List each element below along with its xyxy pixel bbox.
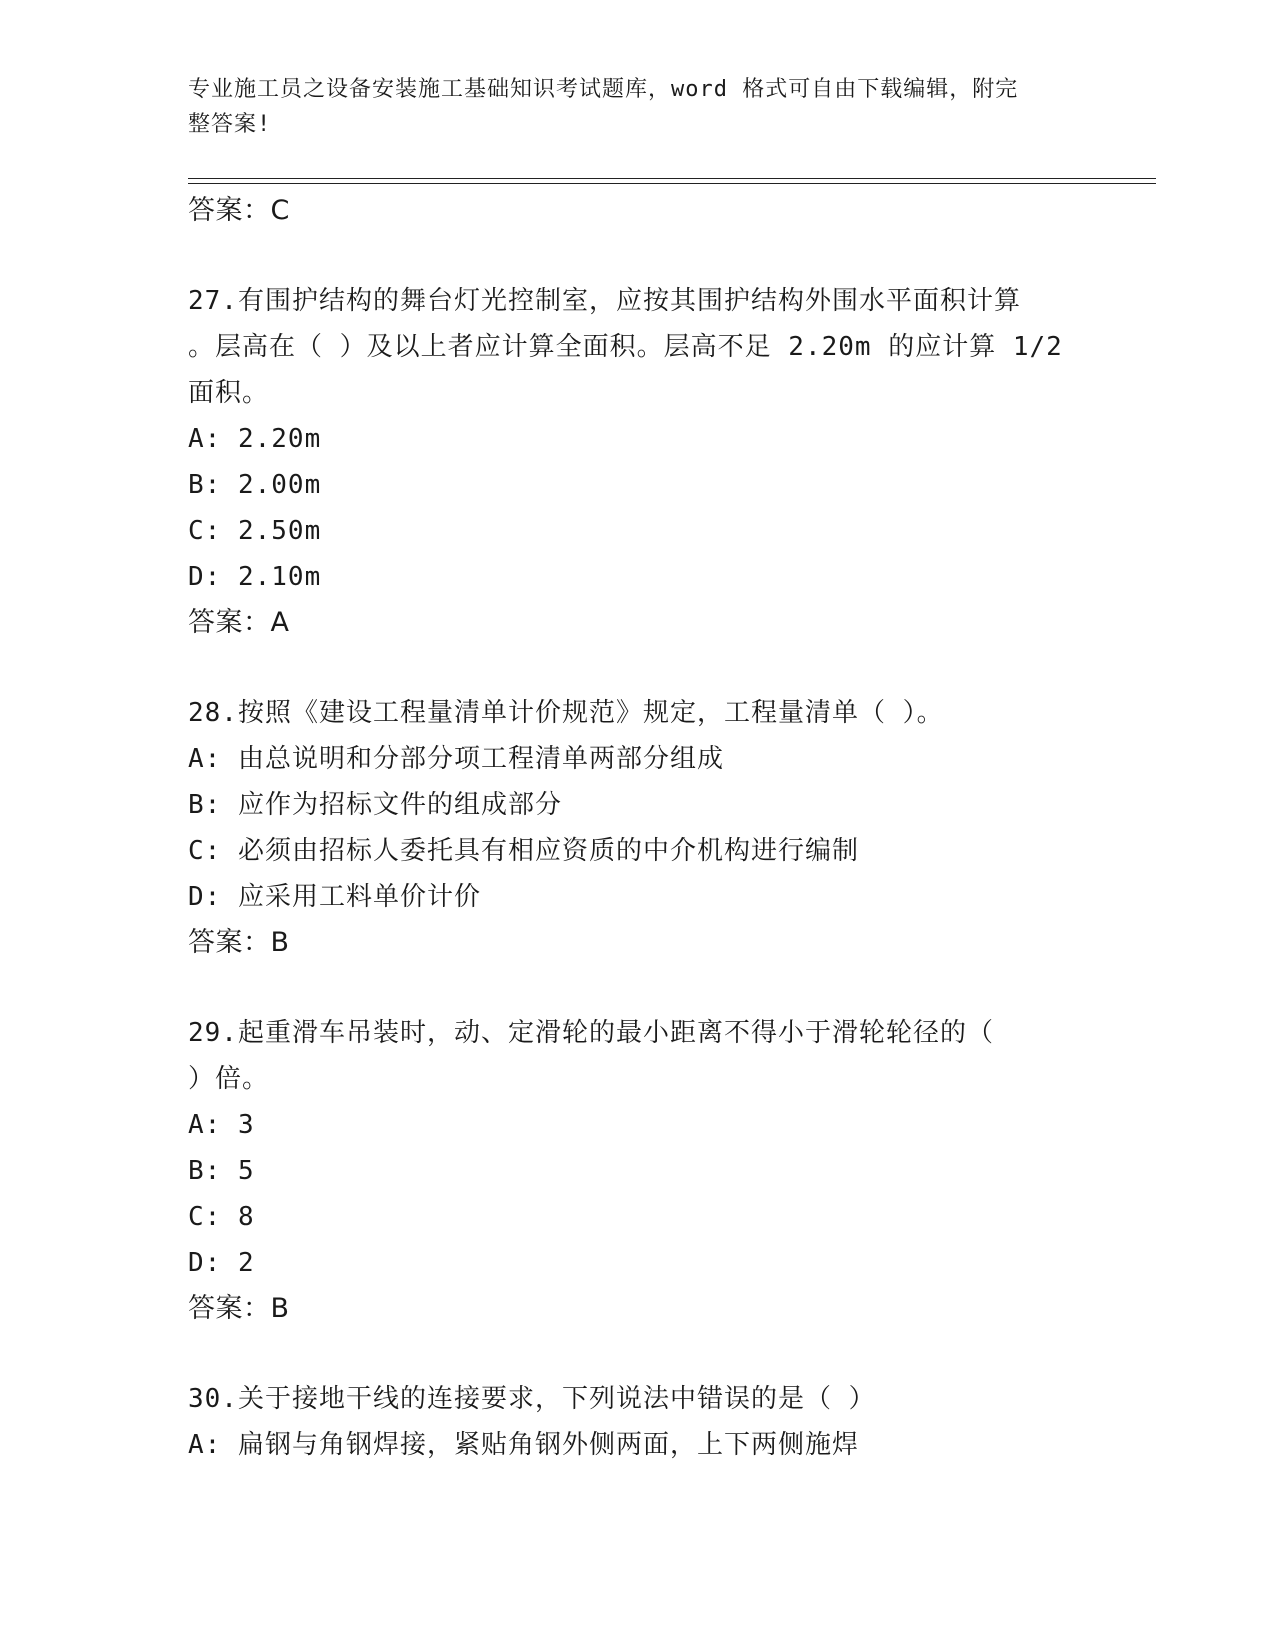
question-block [188, 1010, 1088, 1332]
option-d: D: 2 [188, 1248, 255, 1278]
question-block [188, 690, 1088, 966]
answer-line: 答案：C [188, 195, 290, 226]
header-divider [188, 178, 1156, 179]
header-divider [188, 183, 1156, 184]
option-a: A: 由总说明和分部分项工程清单两部分组成 [188, 744, 724, 774]
question-stem-line: ）倍。 [188, 1064, 270, 1094]
spacer [188, 966, 1088, 1010]
answer-line: 答案：A [188, 607, 290, 638]
question-list [188, 188, 1088, 1468]
option-c: C: 8 [188, 1202, 255, 1232]
header-line: 整答案! [188, 112, 272, 137]
header-line: 专业施工员之设备安装施工基础知识考试题库，word 格式可自由下载编辑，附完 [188, 77, 1019, 102]
spacer [188, 234, 1088, 278]
answer-line: 答案：B [188, 1293, 290, 1324]
option-d: D: 2.10m [188, 562, 322, 592]
answer-line: 答案：B [188, 927, 290, 958]
question-stem-line: 。层高在（ ）及以上者应计算全面积。层高不足 2.20m 的应计算 1/2 [188, 332, 1063, 362]
option-c: C: 必须由招标人委托具有相应资质的中介机构进行编制 [188, 836, 859, 866]
spacer [188, 1332, 1088, 1376]
spacer [188, 646, 1088, 690]
option-c: C: 2.50m [188, 516, 322, 546]
question-stem-line: 30.关于接地干线的连接要求，下列说法中错误的是（ ） [188, 1384, 876, 1414]
option-b: B: 应作为招标文件的组成部分 [188, 790, 562, 820]
option-d: D: 应采用工料单价计价 [188, 882, 481, 912]
question-stem-line: 29.起重滑车吊装时，动、定滑轮的最小距离不得小于滑轮轮径的（ [188, 1018, 994, 1048]
document-header [188, 72, 1068, 142]
option-a: A: 3 [188, 1110, 255, 1140]
question-block [188, 278, 1088, 646]
option-a: A: 2.20m [188, 424, 322, 454]
question-stem-line: 面积。 [188, 378, 270, 408]
question-stem-line: 27.有围护结构的舞台灯光控制室，应按其围护结构外围水平面积计算 [188, 286, 1021, 316]
question-stem-line: 28.按照《建设工程量清单计价规范》规定，工程量清单（ ）。 [188, 698, 944, 728]
option-b: B: 2.00m [188, 470, 322, 500]
option-a: A: 扁钢与角钢焊接，紧贴角钢外侧两面，上下两侧施焊 [188, 1430, 859, 1460]
option-b: B: 5 [188, 1156, 255, 1186]
question-block [188, 1376, 1088, 1468]
